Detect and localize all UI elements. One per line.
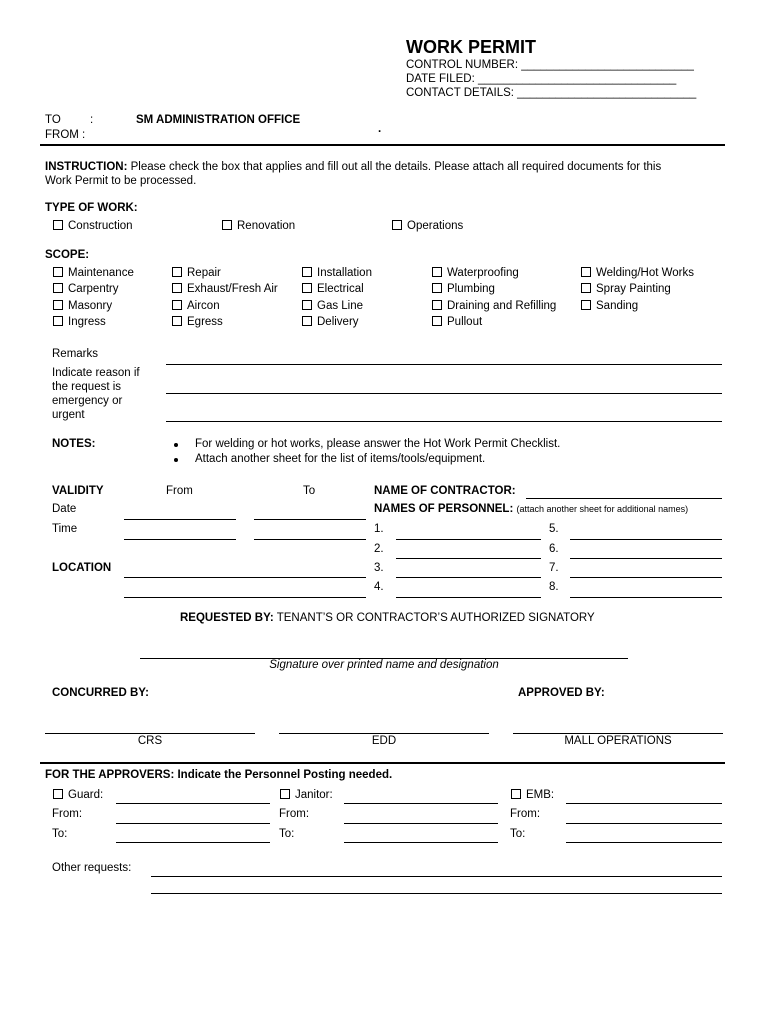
checkbox-icon <box>172 300 182 310</box>
personnel-number: 1. <box>374 523 384 535</box>
checkbox-installation[interactable]: Installation <box>302 267 372 279</box>
checkbox-sanding[interactable]: Sanding <box>581 300 638 312</box>
instruction-text: Please check the box that applies and fill out all the details. Please attach all required documents for this <box>130 161 662 173</box>
checkbox-icon <box>581 300 591 310</box>
remarks-label: Remarks <box>52 348 99 360</box>
checkbox-icon <box>302 267 312 277</box>
date-to-line[interactable] <box>254 519 366 520</box>
janitor-line[interactable] <box>344 803 498 804</box>
requested-by-text: TENANT’S OR CONTRACTOR’S AUTHORIZED SIGNATORY <box>276 612 595 624</box>
crs-signature-line[interactable] <box>45 733 255 734</box>
janitor-to-label: To: <box>279 828 295 840</box>
other-requests-line-1[interactable] <box>151 876 722 877</box>
checkbox-aircon[interactable]: Aircon <box>172 300 220 312</box>
to-colon: : <box>90 114 94 126</box>
personnel-number: 6. <box>549 543 559 555</box>
date-from-line[interactable] <box>124 519 236 520</box>
contractor-name-label: NAME OF CONTRACTOR: <box>374 485 516 497</box>
checkbox-operations[interactable]: Operations <box>392 220 463 232</box>
checkbox-icon <box>172 267 182 277</box>
to-label: TO <box>45 114 61 126</box>
checkbox-icon <box>53 316 63 326</box>
urgent-reason-label: Indicate reason if the request is emergency or urgent <box>52 367 140 421</box>
location-line-1[interactable] <box>124 577 366 578</box>
bullet-icon <box>174 443 178 447</box>
contractor-name-line[interactable] <box>526 498 722 499</box>
emb-from-label: From: <box>510 808 541 820</box>
checkbox-icon <box>172 316 182 326</box>
personnel-number: 3. <box>374 562 384 574</box>
emb-line[interactable] <box>566 803 722 804</box>
location-line-2[interactable] <box>124 597 366 598</box>
checkbox-egress[interactable]: Egress <box>172 316 223 328</box>
checkbox-electrical[interactable]: Electrical <box>302 283 364 295</box>
checkbox-icon <box>432 283 442 293</box>
checkbox-icon <box>511 789 521 799</box>
requested-by-label: REQUESTED BY: <box>180 612 274 624</box>
personnel-heading <box>374 503 688 515</box>
guard-from-label: From: <box>52 808 83 820</box>
personnel-number: 5. <box>549 523 559 535</box>
personnel-line-8[interactable] <box>570 597 722 598</box>
checkbox-maintenance[interactable]: Maintenance <box>53 267 134 279</box>
instruction-text-2: Work Permit to be processed. <box>45 175 197 187</box>
checkbox-icon <box>53 789 63 799</box>
reason-line-2[interactable] <box>166 421 722 422</box>
crs-label: CRS <box>137 735 163 747</box>
instruction-label: INSTRUCTION: <box>45 161 128 173</box>
checkbox-icon <box>432 300 442 310</box>
approved-by-label: APPROVED BY: <box>518 687 605 699</box>
to-value: SM ADMINISTRATION OFFICE <box>136 114 301 126</box>
checkbox-icon <box>53 300 63 310</box>
concurred-by-label: CONCURRED BY: <box>52 687 149 699</box>
approvers-heading: FOR THE APPROVERS: Indicate the Personnel Posting needed. <box>45 769 393 781</box>
checkbox-icon <box>53 267 63 277</box>
page-title: WORK PERMIT <box>406 37 536 57</box>
other-requests-label: Other requests: <box>52 862 132 874</box>
checkbox-icon <box>302 283 312 293</box>
emb-to-label: To: <box>510 828 526 840</box>
personnel-number: 8. <box>549 581 559 593</box>
signature-caption: Signature over printed name and designation <box>269 659 499 671</box>
checkbox-icon <box>172 283 182 293</box>
guard-line[interactable] <box>116 803 270 804</box>
checkbox-icon <box>302 300 312 310</box>
bullet-icon <box>174 458 178 462</box>
approvers-divider <box>40 762 725 764</box>
checkbox-repair[interactable]: Repair <box>172 267 221 279</box>
guard-to-line[interactable] <box>116 842 270 843</box>
checkbox-gas-line[interactable]: Gas Line <box>302 300 363 312</box>
checkbox-construction[interactable]: Construction <box>53 220 133 232</box>
personnel-number: 4. <box>374 581 384 593</box>
checkbox-plumbing[interactable]: Plumbing <box>432 283 495 295</box>
checkbox-pullout[interactable]: Pullout <box>432 316 482 328</box>
checkbox-icon <box>53 220 63 230</box>
janitor-to-line[interactable] <box>344 842 498 843</box>
personnel-line-5[interactable] <box>570 539 722 540</box>
remarks-line[interactable] <box>166 364 722 365</box>
date-label: Date <box>52 503 77 515</box>
personnel-line-6[interactable] <box>570 558 722 559</box>
edd-signature-line[interactable] <box>279 733 489 734</box>
checkbox-icon <box>432 316 442 326</box>
janitor-from-label: From: <box>279 808 310 820</box>
checkbox-icon <box>302 316 312 326</box>
checkbox-icon <box>280 789 290 799</box>
checkbox-masonry[interactable]: Masonry <box>53 300 112 312</box>
checkbox-carpentry[interactable]: Carpentry <box>53 283 119 295</box>
checkbox-icon <box>392 220 402 230</box>
emb-from-line[interactable] <box>566 823 722 824</box>
checkbox-icon <box>581 283 591 293</box>
checkbox-icon <box>222 220 232 230</box>
checkbox-icon <box>581 267 591 277</box>
personnel-note: (attach another sheet for additional names) <box>516 504 689 514</box>
checkbox-guard[interactable]: Guard: <box>53 789 103 801</box>
personnel-line-7[interactable] <box>570 577 722 578</box>
checkbox-welding-hot-works[interactable]: Welding/Hot Works <box>581 267 694 279</box>
janitor-from-line[interactable] <box>344 823 498 824</box>
personnel-line-2[interactable] <box>396 558 541 559</box>
instruction-line <box>45 161 661 173</box>
reason-line-1[interactable] <box>166 393 722 394</box>
notes-label: NOTES: <box>52 438 96 450</box>
validity-from-label: From <box>166 485 193 497</box>
emb-to-line[interactable] <box>566 842 722 843</box>
checkbox-emb[interactable]: EMB: <box>511 789 554 801</box>
personnel-line-1[interactable] <box>396 539 541 540</box>
contact-details-field[interactable]: CONTACT DETAILS: ____________________________ <box>406 87 697 99</box>
checkbox-spray-painting[interactable]: Spray Painting <box>581 283 671 295</box>
other-requests-line-2[interactable] <box>151 893 722 894</box>
personnel-line-3[interactable] <box>396 577 541 578</box>
mall-ops-label: MALL OPERATIONS <box>564 735 672 747</box>
checkbox-ingress[interactable]: Ingress <box>53 316 106 328</box>
checkbox-exhaust-fresh-air[interactable]: Exhaust/Fresh Air <box>172 283 278 295</box>
guard-from-line[interactable] <box>116 823 270 824</box>
edd-label: EDD <box>371 735 397 747</box>
checkbox-delivery[interactable]: Delivery <box>302 316 359 328</box>
note-item: Attach another sheet for the list of items/tools/equipment. <box>195 453 486 465</box>
time-to-line[interactable] <box>254 539 366 540</box>
control-number-field[interactable]: CONTROL NUMBER: ___________________________ <box>406 59 694 71</box>
personnel-line-4[interactable] <box>396 597 541 598</box>
personnel-label: NAMES OF PERSONNEL: <box>374 503 514 515</box>
mall-ops-signature-line[interactable] <box>513 733 723 734</box>
validity-label: VALIDITY <box>52 485 104 497</box>
time-from-line[interactable] <box>124 539 236 540</box>
guard-to-label: To: <box>52 828 68 840</box>
from-value[interactable]: . <box>378 123 382 135</box>
checkbox-janitor[interactable]: Janitor: <box>280 789 333 801</box>
from-label: FROM : <box>45 129 86 141</box>
checkbox-waterproofing[interactable]: Waterproofing <box>432 267 519 279</box>
checkbox-icon <box>53 283 63 293</box>
note-item: For welding or hot works, please answer the Hot Work Permit Checklist. <box>195 438 561 450</box>
personnel-number: 2. <box>374 543 384 555</box>
location-label: LOCATION <box>52 562 112 574</box>
requested-by <box>180 612 595 624</box>
type-of-work-label: TYPE OF WORK: <box>45 202 138 214</box>
personnel-number: 7. <box>549 562 559 574</box>
validity-to-label: To <box>303 485 316 497</box>
checkbox-renovation[interactable]: Renovation <box>222 220 295 232</box>
date-filed-field[interactable]: DATE FILED: _______________________________ <box>406 73 677 85</box>
time-label: Time <box>52 523 78 535</box>
checkbox-icon <box>432 267 442 277</box>
checkbox-draining-refilling[interactable]: Draining and Refilling <box>432 300 556 312</box>
scope-label: SCOPE: <box>45 249 90 261</box>
header-divider <box>40 144 725 146</box>
